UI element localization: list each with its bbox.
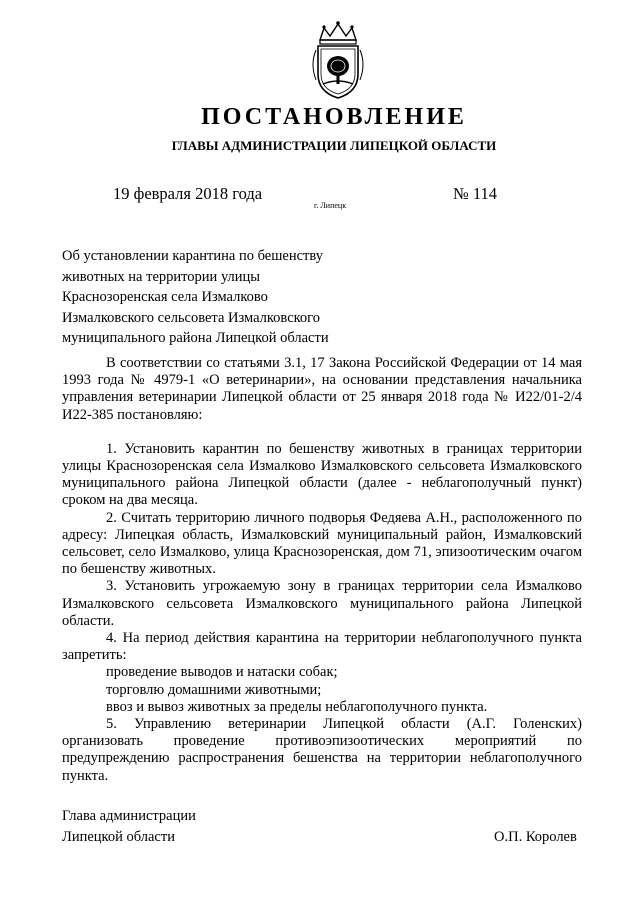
preamble-paragraph: В соответствии со статьями 3.1, 17 Закона Российской Федерации от 14 мая 1993 года № 4979-1 «О ветеринарии», на основании представления начальника управления ветеринарии Липецкой области от 25 января 2018 года № И22/01-2/4 И22-385 постановляю: [62,355,582,423]
subject-line: животных на территории улицы [62,268,261,285]
subject-line: Измалковского сельсовета Измалковского [62,309,321,326]
document-number: № 114 [453,184,498,203]
signature-position [62,806,196,848]
item-paragraph: 2. Считать территорию личного подворья Федяева А.Н., расположенного по адресу: Липецкая область, Измалковский муниципальный район, Измалковский сельсовет, село Измалково, улица Краснозоренская, дом 71, эпизоотическим очагом по бешенству животных. [62,509,582,578]
document-city: г. Липецк [314,201,347,210]
signature-position-line: Глава администрации [62,808,196,824]
item-paragraph: 1. Установить карантин по бешенству животных в границах территории улицы Краснозоренская села Измалково Измалковского сельсовета Измалковского муниципального района Липецкой области (далее - неблагополучный пункт) сроком на два месяца. [62,440,582,509]
document-date: 19 февраля 2018 года [113,184,263,203]
document-subtitle: ГЛАВЫ АДМИНИСТРАЦИИ ЛИПЕЦКОЙ ОБЛАСТИ [171,138,497,153]
subject-line: муниципального района Липецкой области [62,330,329,346]
prohibition-item: проведение выводов и натаски собак; [106,664,338,681]
prohibition-item: торговлю домашними животными; [106,681,322,698]
signer-name: О.П. Королев [494,829,577,845]
lipetsk-oblast-coat-of-arms-icon [306,20,370,102]
subject-line: Об установлении карантина по бешенству [62,248,323,264]
prohibition-item: ввоз и вывоз животных за пределы неблагополучного пункта. [106,698,488,715]
document-body [62,355,582,785]
subject-line: Краснозоренская села Измалково [62,289,268,305]
signature-position-line: Липецкой области [62,829,175,845]
item-paragraph: 4. На период действия карантина на территории неблагополучного пункта запретить: [62,630,582,664]
item-paragraph: 3. Установить угрожаемую зону в границах территории села Измалково Измалковского сельсовета Измалковского муниципального района Липецкой области. [62,578,582,629]
item-paragraph: 5. Управлению ветеринарии Липецкой области (А.Г. Голенских) организовать проведение противоэпизоотических мероприятий по предупреждению распространения бешенства на территории неблагополучного пункта. [62,716,582,784]
subject-block [62,246,362,349]
document-title: ПОСТАНОВЛЕНИЕ [201,104,467,130]
